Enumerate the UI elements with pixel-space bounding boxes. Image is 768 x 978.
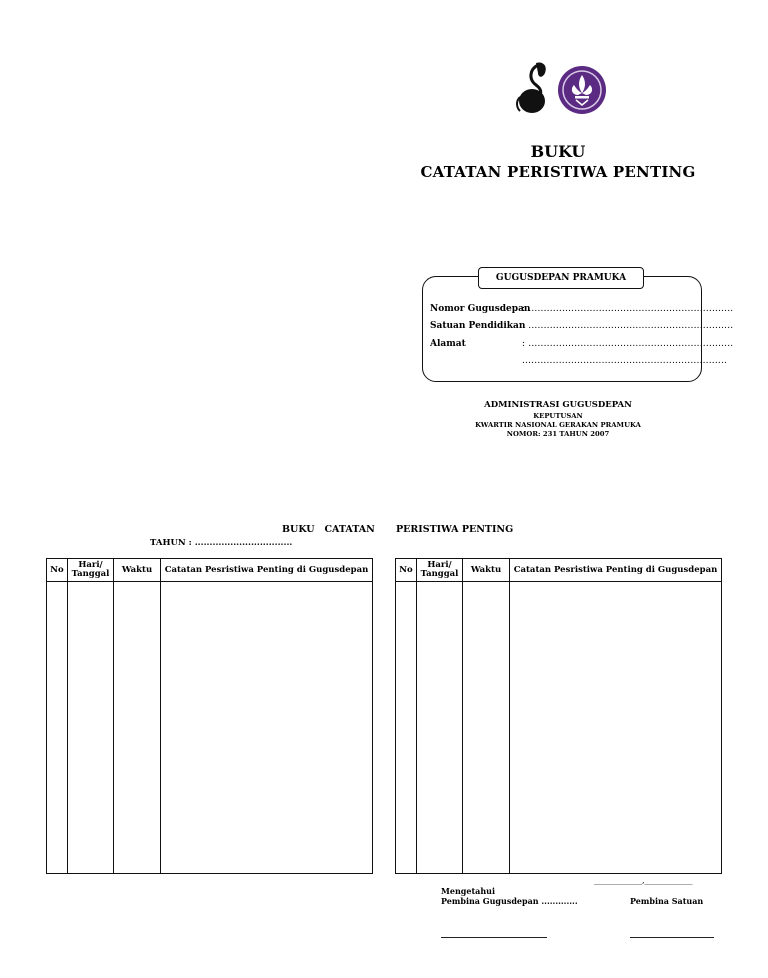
cover-title-buku: BUKU xyxy=(530,142,586,161)
header-hari-tanggal: Hari/ Tanggal xyxy=(68,559,114,582)
header-no: No xyxy=(396,559,417,582)
cell-waktu[interactable] xyxy=(463,582,510,874)
header-catatan: Catatan Pesristiwa Penting di Gugusdepan xyxy=(510,559,722,582)
mengetahui-label: Mengetahui xyxy=(441,886,495,896)
header-hari-tanggal: Hari/ Tanggal xyxy=(417,559,463,582)
table-header-row xyxy=(396,559,722,582)
gugusdepan-box-tab: GUGUSDEPAN PRAMUKA xyxy=(478,267,644,289)
header-waktu: Waktu xyxy=(114,559,161,582)
satuan-pendidikan-label: Satuan Pendidikan xyxy=(430,321,526,331)
cell-hari-tanggal[interactable] xyxy=(68,582,114,874)
alamat-field: : ................................................................... xyxy=(522,339,734,349)
admin-title: ADMINISTRASI GUGUSDEPAN xyxy=(484,400,632,410)
header-catatan: Catatan Pesristiwa Penting di Gugusdepan xyxy=(161,559,373,582)
section-title-right: PERISTIWA PENTING xyxy=(396,524,514,535)
admin-nomor: NOMOR: 231 TAHUN 2007 xyxy=(506,430,610,438)
satuan-pendidikan-field: : ................................................................... xyxy=(522,321,734,331)
admin-kwartir: KWARTIR NASIONAL GERAKAN PRAMUKA xyxy=(475,421,641,429)
pembina-gugusdepan-label: Pembina Gugusdepan ............. xyxy=(441,896,578,906)
header-waktu: Waktu xyxy=(463,559,510,582)
table-row xyxy=(47,582,373,874)
signature-line-satuan xyxy=(630,937,714,938)
log-table-left xyxy=(46,558,373,874)
admin-keputusan: KEPUTUSAN xyxy=(533,412,583,420)
cell-no[interactable] xyxy=(47,582,68,874)
tahun-field: TAHUN : ................................. xyxy=(150,538,293,548)
cell-waktu[interactable] xyxy=(114,582,161,874)
header-no: No xyxy=(47,559,68,582)
log-table-right xyxy=(395,558,722,874)
cell-no[interactable] xyxy=(396,582,417,874)
cell-catatan[interactable] xyxy=(510,582,722,874)
alamat-label: Alamat xyxy=(430,339,466,349)
cover-title: CATATAN PERISTIWA PENTING xyxy=(420,163,696,181)
cell-catatan[interactable] xyxy=(161,582,373,874)
table-row xyxy=(396,582,722,874)
table-header-row xyxy=(47,559,373,582)
cell-hari-tanggal[interactable] xyxy=(417,582,463,874)
pembina-satuan-label: Pembina Satuan xyxy=(630,896,704,906)
signature-date-line: ____________,____________ xyxy=(594,876,693,885)
signature-line-gugusdepan xyxy=(441,937,547,938)
alamat-field-line2: ................................................................... xyxy=(522,356,728,366)
pramuka-emblem-icon xyxy=(512,55,608,117)
section-title-left: BUKU CATATAN xyxy=(282,524,375,535)
nomor-gugusdepan-label: Nomor Gugusdepan xyxy=(430,304,531,314)
nomor-gugusdepan-field: : ................................................................... xyxy=(522,304,734,314)
